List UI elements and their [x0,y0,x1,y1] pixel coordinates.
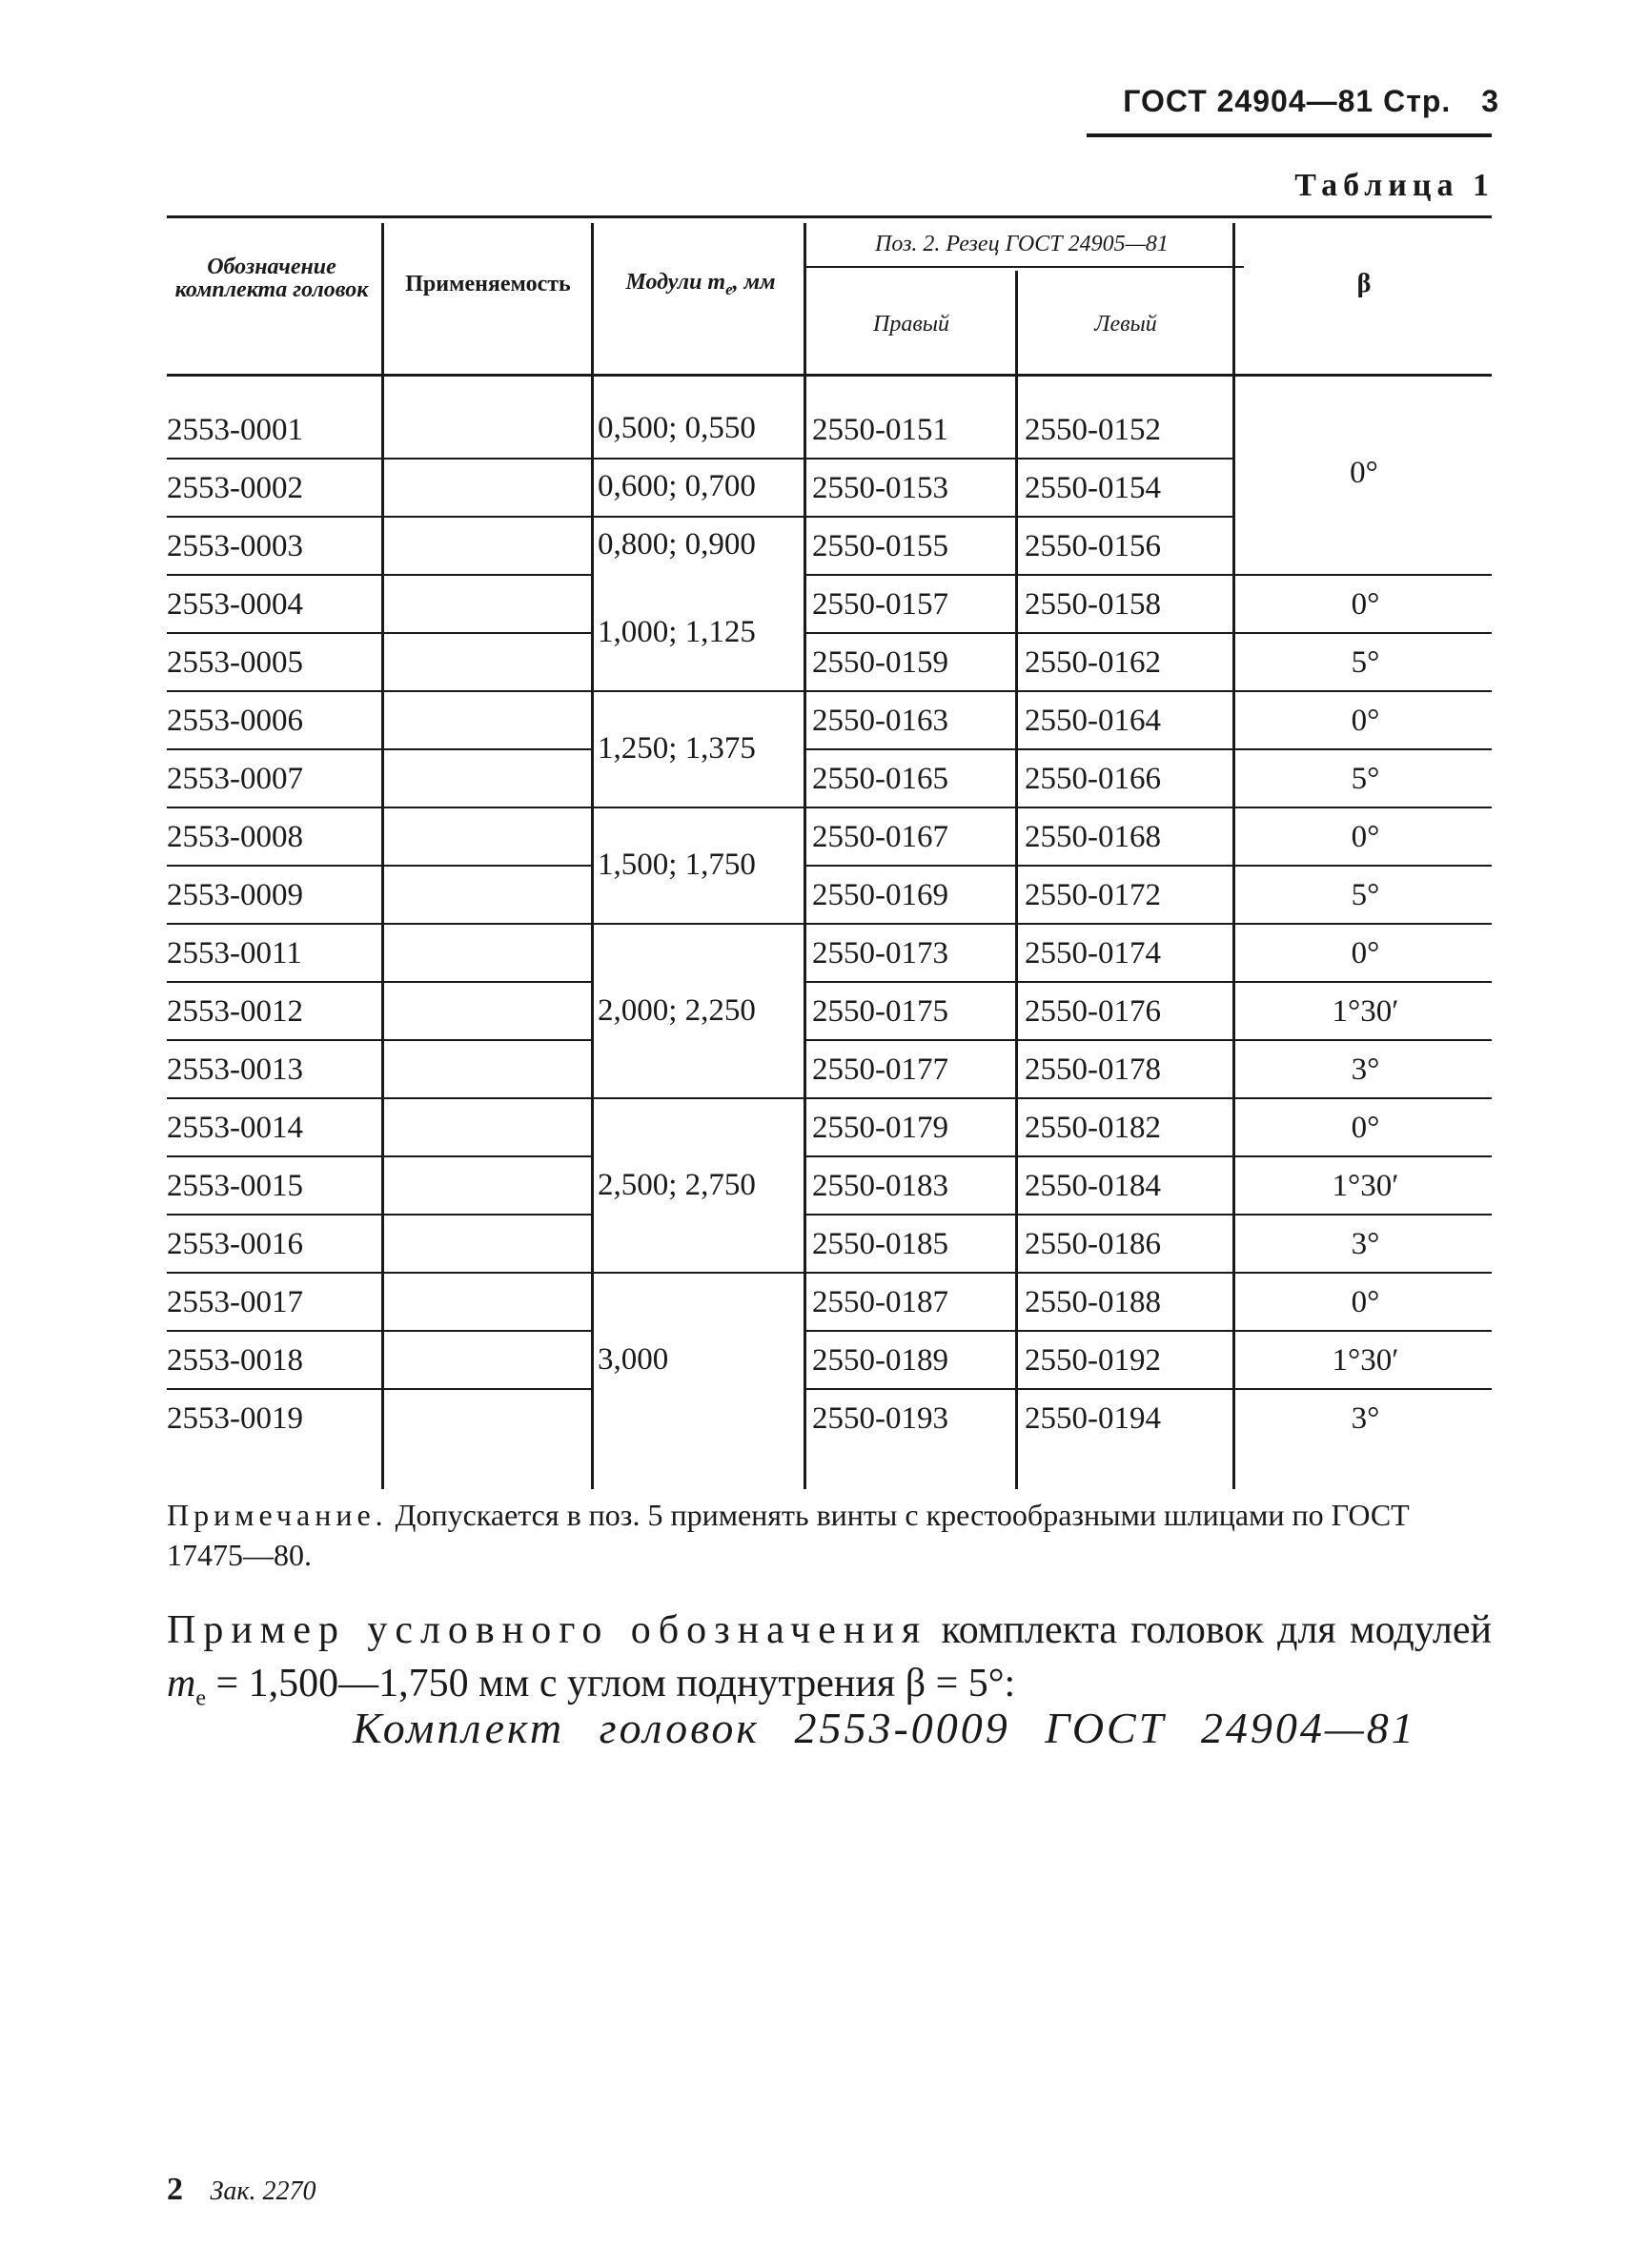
modules-cell: 0,600; 0,700 [598,469,756,503]
right-cutter-cell: 2550-0177 [812,1052,948,1087]
example-text-1: комплекта головок для модулей [941,1608,1493,1652]
beta-cell: 1°30′ [1332,994,1399,1029]
beta-cell: 0° [1351,1285,1380,1319]
header-modules-sub: e [725,280,733,298]
table-row [167,983,1492,1041]
example-designation: Комплект головок 2553-0009 ГОСТ 24904—81 [353,1704,1416,1752]
table-row [167,401,1492,460]
table-top-border [167,215,1492,218]
right-cutter-cell: 2550-0187 [812,1285,948,1319]
modules-cell: 0,500; 0,550 [598,411,756,445]
header-modules-unit: , мм [732,270,776,295]
header-applicability: Применяемость [405,272,571,296]
header-designation: Обозначение комплекта головок [174,255,369,302]
header-modules-prefix: Модули m [625,270,726,295]
left-cutter-cell: 2550-0186 [1025,1227,1161,1261]
right-cutter-cell: 2550-0153 [812,471,948,505]
designation-cell: 2553-0006 [167,704,303,738]
header-right: Правый [872,312,949,337]
header-cutter-group: Поз. 2. Резец ГОСТ 24905—81 [875,232,1169,256]
beta-merged-cell: 0° [1350,456,1378,490]
modules-cell: 2,500; 2,750 [598,1168,756,1202]
right-cutter-cell: 2550-0175 [812,994,948,1029]
standard-number: ГОСТ 24904—81 [1123,84,1374,118]
left-cutter-cell: 2550-0164 [1025,704,1161,738]
left-cutter-cell: 2550-0152 [1025,413,1161,447]
left-cutter-cell: 2550-0188 [1025,1285,1161,1319]
table-row [167,692,1492,750]
beta-cell: 0° [1351,1111,1380,1145]
designation-cell: 2553-0014 [167,1111,303,1145]
example-symbol-sub: e [195,1686,206,1711]
right-cutter-cell: 2550-0193 [812,1401,948,1436]
footer-page-number: 2 [167,2172,183,2207]
data-table [167,215,1492,1489]
right-cutter-cell: 2550-0185 [812,1227,948,1261]
beta-cell: 0° [1351,587,1380,622]
right-cutter-cell: 2550-0179 [812,1111,948,1145]
designation-cell: 2553-0002 [167,471,303,505]
left-cutter-cell: 2550-0172 [1025,878,1161,912]
table-caption: Таблица 1 [1294,168,1495,203]
table-row [167,1274,1492,1332]
beta-cell: 3° [1351,1401,1380,1436]
left-cutter-cell: 2550-0156 [1025,529,1161,563]
beta-cell: 5° [1351,645,1380,680]
beta-cell: 0° [1351,820,1380,854]
beta-cell: 0° [1351,704,1380,738]
left-cutter-cell: 2550-0194 [1025,1401,1161,1436]
left-cutter-cell: 2550-0176 [1025,994,1161,1029]
table-row [167,1099,1492,1157]
modules-cell: 1,500; 1,750 [598,848,756,882]
beta-cell: 0° [1351,936,1380,971]
example-text-2: = 1,500—1,750 мм с углом поднутрения β = 5°: [215,1662,1016,1706]
table-row [167,518,1492,576]
beta-cell: 5° [1351,878,1380,912]
table-row [167,808,1492,867]
note-text: Допускается в поз. 5 применять винты с крестообразными шлицами по ГОСТ 17475—80. [167,1498,1410,1572]
right-cutter-cell: 2550-0167 [812,820,948,854]
designation-cell: 2553-0016 [167,1227,303,1261]
table-row [167,1332,1492,1390]
designation-cell: 2553-0011 [167,936,302,971]
table-row [167,1157,1492,1216]
designation-cell: 2553-0012 [167,994,303,1029]
designation-cell: 2553-0017 [167,1285,303,1319]
beta-cell: 3° [1351,1227,1380,1261]
left-cutter-cell: 2550-0174 [1025,936,1161,971]
designation-cell: 2553-0013 [167,1052,303,1087]
left-cutter-cell: 2550-0154 [1025,471,1161,505]
table-row [167,750,1492,808]
designation-cell: 2553-0005 [167,645,303,680]
modules-cell: 1,000; 1,125 [598,615,756,649]
designation-cell: 2553-0007 [167,762,303,796]
table-row [167,1041,1492,1099]
table-row [167,1216,1492,1274]
footer-order: Зак. 2270 [210,2176,316,2206]
table-note [167,1495,1492,1575]
note-label: Примечание. [167,1498,388,1532]
left-cutter-cell: 2550-0168 [1025,820,1161,854]
designation-cell: 2553-0003 [167,529,303,563]
beta-cell: 1°30′ [1332,1169,1399,1203]
page-number: 3 [1481,84,1499,118]
page-header [1123,84,1499,119]
right-cutter-cell: 2550-0163 [812,704,948,738]
table-row [167,1390,1492,1448]
table-row [167,867,1492,925]
designation-cell: 2553-0009 [167,878,303,912]
cutter-subheader-line [805,266,1244,268]
left-cutter-cell: 2550-0166 [1025,762,1161,796]
designation-cell: 2553-0008 [167,820,303,854]
right-cutter-cell: 2550-0169 [812,878,948,912]
modules-cell: 3,000 [598,1342,669,1377]
left-cutter-cell: 2550-0182 [1025,1111,1161,1145]
table-row [167,576,1492,634]
page-label: Стр. [1383,84,1452,118]
right-cutter-cell: 2550-0173 [812,936,948,971]
table-row [167,634,1492,692]
designation-cell: 2553-0018 [167,1343,303,1378]
left-cutter-cell: 2550-0162 [1025,645,1161,680]
header-modules [598,271,804,301]
beta-cell: 3° [1351,1052,1380,1087]
right-cutter-cell: 2550-0183 [812,1169,948,1203]
left-cutter-cell: 2550-0158 [1025,587,1161,622]
right-cutter-cell: 2550-0165 [812,762,948,796]
modules-cell: 0,800; 0,900 [598,527,756,562]
right-cutter-cell: 2550-0157 [812,587,948,622]
modules-cell: 2,000; 2,250 [598,993,756,1028]
left-cutter-cell: 2550-0184 [1025,1169,1161,1203]
designation-cell: 2553-0004 [167,587,303,622]
example-symbol: m [167,1662,196,1706]
designation-cell: 2553-0015 [167,1169,303,1203]
page-footer [167,2172,315,2208]
header-bottom-border [167,374,1492,377]
beta-cell: 1°30′ [1332,1343,1399,1378]
left-cutter-cell: 2550-0192 [1025,1343,1161,1378]
header-rule [1087,133,1492,137]
modules-cell: 1,250; 1,375 [598,731,756,766]
right-cutter-cell: 2550-0189 [812,1343,948,1378]
beta-cell: 5° [1351,762,1380,796]
header-beta: β [1356,269,1372,298]
right-cutter-cell: 2550-0151 [812,413,948,447]
right-cutter-cell: 2550-0159 [812,645,948,680]
designation-cell: 2553-0019 [167,1401,303,1436]
header-left: Левый [1094,312,1157,337]
right-cutter-cell: 2550-0155 [812,529,948,563]
designation-cell: 2553-0001 [167,413,303,447]
example-label: Пример условного обозначения [167,1608,928,1652]
table-row [167,925,1492,983]
left-cutter-cell: 2550-0178 [1025,1052,1161,1087]
